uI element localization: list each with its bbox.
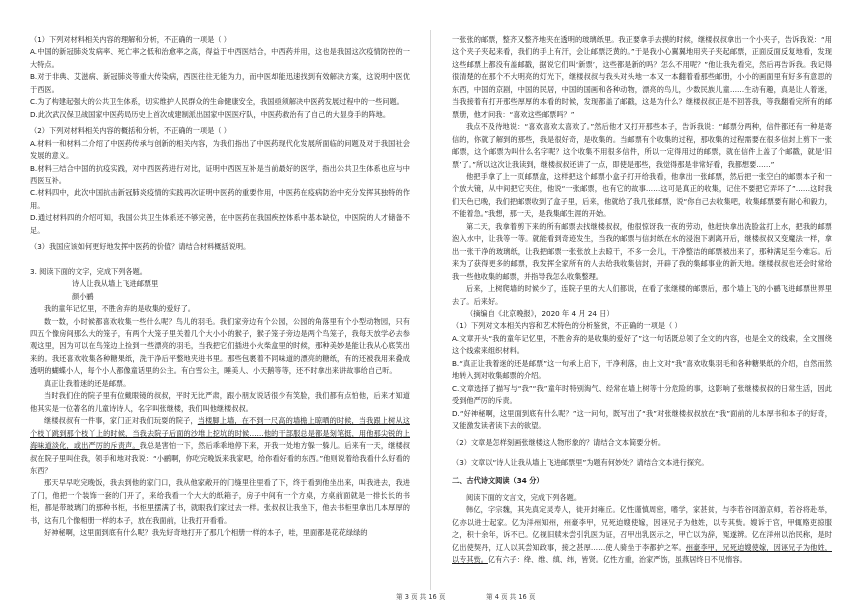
essay-text: 继楼叔叔有一件事，家门正对我们玩耍的院子， bbox=[44, 416, 198, 426]
right-column bbox=[452, 34, 832, 586]
r-q1-stem: （1）下列对文本相关内容和艺术特色的分析鉴赏，不正确的一项是（ ） bbox=[452, 321, 682, 331]
essay-paragraph bbox=[30, 415, 410, 477]
section3-heading: 3. 阅读下面的文字，完成下列各题。 bbox=[30, 266, 147, 276]
classic-text: 韩亿，字宗魏，其先真定灵寿人，徙开封雍丘。亿性谨慎周密，嗜学，家甚贫，与李若谷同游京师，若谷将赴举，亿亦以进士起家。亿为洋州知州，州豪李甲，兄死迫嫂使嫁，因诬兄子为他姓，以专其赀。嫂诉于官，甲辄赂吏掠服之，积十余年，诉不已。亿视旧牍未尝引乳医为证，召甲出乳医示之，甲亡以为辞，冤遂辨。亿在洋州以治民称，是时亿出使契丹，辽人以其尝知政事，接之甚厚……使人骑坐于李都护之军。 bbox=[452, 505, 832, 552]
q2-stem: （2）下列对材料相关内容的概括和分析，不正确的一项是（ ） bbox=[30, 126, 231, 136]
essay-text: 我总是害怕一下，然后乖乖地停下来，开我一处地方躲一躲儿。后来有一天，继楼叔叔在院子里叫住我，领手和地对我说：“小鹂啊，你吃完晚饭来我家吧，给你看好看的东西。”他则说着给我看什么好看的东西？ bbox=[30, 441, 410, 475]
essay-paragraph: 数一数，小时候都喜欢收集一些什么呢？鸟儿的羽毛。我们家旁边有个公园，公园的角落里有个小型动物园，只有四五个像房间那么大的笼子，有两个大笼子里关着几个大小小的猴子，猴子笼子旁边是两个鸟笼子，我每天放学必去参观这里，因为可以在鸟笼边上捡到一些漂亮的羽毛，当我把它们插进小火柴盒里的时候，那种美妙是能让我从心底笑出来的。我还喜欢收集各种糖果纸，洗干净后平整地夹进书里。那些包裹着不同味道的漂亮的糖纸，有的还被我用来叠成透明的蝴蝶小人，每个小人都像童话里的公主。有白雪公主，睡美人、小天鹅等等，还不时拿出来讲故事给自己听。 bbox=[30, 316, 410, 376]
page-divider bbox=[430, 30, 431, 590]
essay-paragraph: 他把手拿了上一页邮票盒，这样把这个邮票小盒子打开给我看，他拿出一张邮票，然后把一张空白的邮票本子和一个放大镜，从中间把它夹住，他说“一张邮票，也有它的故事……这可是真正的收集，记住不要把它弄坏了”……这时我们天色已晚，我们把邮票收到了盒子里，后来，他就给了我几张邮票，说“你自己去收集吧，收集邮票要有耐心和毅力，不能着急。”我想，那一天，是我集邮生涯的开始。 bbox=[452, 171, 832, 219]
essay-paragraph: 真正让我着迷的还是邮票。 bbox=[44, 378, 131, 388]
classic-underlined: 州豪李甲，兄死迫嫂使嫁，因诬兄子为他姓，以专其赀。 bbox=[452, 542, 832, 565]
source-note: （摘编自《北京晚报》，2020 年 4 月 24 日） bbox=[466, 308, 614, 318]
page-number-right: 第 4 页 共 16 页 bbox=[486, 593, 536, 601]
r-q3-stem: （3）文章以“诗人让我从墙上飞进邮票里”为题有何妙处？请结合文本进行探究。 bbox=[452, 457, 709, 467]
essay-paragraph: 好神秘啊，这里面到底有什么呢？我先好奇地打开了那几个相册一样的本子，哇，里面都是花花绿绿的 bbox=[44, 528, 368, 538]
r-q2-stem: （2）文章是怎样刻画张继楼这人物形象的？请结合文本简要分析。 bbox=[452, 437, 666, 447]
essay-paragraph: 一张张的邮票，整齐又整齐地夹在透明的玻璃纸里。我正要拿手去摸的时候，继楼叔叔拿出一个小夹子，告诉我说：“用这个夹子夹起来看，我们的手上有汗，会让邮票泛黄的。”于是我小心翼翼地用夹子夹起邮票，正面反面反复地看，发现这些邮票上都没有盖邮戳，据说它们叫‘新票’，这些都是新的吗？怎么不用呢？”他让我先看完，然后再告诉我。我记得很清楚的在那个不大明亮的灯光下，继楼叔叔与我头对头地一本又一本翻着看那些邮册，小小的画面里有好多有意思的东西，中国的京剧，中国的民居，中国的国画和各种动物，漂亮的鸟儿，少数民族儿童……生动有趣，真是让人着迷，当我接着有打开那些厚厚的本看的时候，发现都盖了邮戳，这是为什么？继楼叔叔正是不回答我，等我翻看完所有的邮票册，他才问我：“喜欢这些邮票吗？” bbox=[452, 35, 832, 119]
r-q1-option-c: C.文章选择了描写与“我”“我”童年时特别淘气、经常在墙上树等十分危险的事，这影响了张继楼叔叔的日常生活，因此受到他严厉的斥责。 bbox=[452, 383, 832, 406]
r-q1-option-a: A.文章开头“我的童年记忆里，不胜舍弃的是收集的爱好了”这一句话既总领了全文的内容，也是全文的线索，全文围绕这个线索来组织材料。 bbox=[452, 333, 832, 356]
essay-paragraph: 第二天，我拿着剪下来的所有邮票去找继楼叔叔，他很惊讶我一夜的劳动，他赶快拿出洗脸盆打上水，把我的邮票泡入水中，让我等一等。就能看到奇迹发生，当我的邮票与信封纸在水的浸泡下剥离开后，继楼叔叔又变魔法一样，拿出一张干净的玻璃纸，让我把邮票一张张放上去晾干，不多一会儿，干净整洁的邮票被出来了，那种满足至今难忘。后来为了获得更多的邮票，我发挥全家所有的人去给我收集信封，开辟了我的集邮事业的新天地。继楼叔叔也还会时常给我一些他收集的邮票，并指导我怎么收集整理。 bbox=[452, 221, 832, 281]
q2-option-d: D.通过材料四的介绍可知，我国公共卫生体系还不够完善，在中医药在我国疾控体系中基本缺位，中医院的人才储备不足。 bbox=[30, 213, 410, 235]
q1-stem: （1）下列对材料相关内容的理解和分析，不正确的一项是（ ） bbox=[30, 35, 231, 44]
r-q1-option-b: B.“真正让我着迷的还是邮票”这一句承上启下，干净利落，由上文对“我”喜欢收集羽毛和各种糖果纸的介绍，自然而然地转入到对收集邮票的介绍。 bbox=[452, 358, 832, 381]
q1-option-b: B.对于非典、艾滋病、新冠肺炎等重大传染病，西医往往无能为力，而中医却能迅速找到有效解决方案，这说明中医优于西医。 bbox=[30, 72, 410, 94]
q1-option-c: C.为了构建起强大的公共卫生体系，切实维护人民群众的生命健康安全，我国亟须解决中医药发展过程中的一些问题。 bbox=[30, 97, 404, 107]
essay-paragraph: 我点不及待地说：“喜欢喜欢太喜欢了。”然后他才又打开那些本子，告诉我说：“邮票分两种，信件都还有一种是寄信的，你就了解到的那些，我是很好奇，是收集的。当邮票有个收集的过程，那收集的过程需要在很多信封上剪下一张邮票，这个邮票为叫什么名字呢？这个收集不用很多信件，所以一定得用过的邮票，就在信件上盖了个邮戳，就是‘旧票’了。”所以这次让我读到，继楼叔叔还讲了一点，即使是那些，我觉得那是非常好看，我都想要……” bbox=[452, 122, 832, 169]
essay-title: 诗人让我从墙上飞进邮票里 bbox=[72, 279, 159, 289]
essay-author: 颜小鹂 bbox=[72, 291, 94, 301]
q2-option-b: B.材料三结合中国的抗疫实践，对中西医药进行对比，证明中西医互补是当前最好的医学，指出公共卫生体系也应与中西医互补。 bbox=[30, 163, 410, 185]
q2-option-c: C.材料四中，此次中国抗击新冠肺炎疫情的实践再次证明中医药的重要作用，中医药在疫病防治中充分发挥其独特的作用。 bbox=[30, 188, 410, 210]
q1-option-a: A.中国的新冠肺炎发病率、死亡率之低和治愈率之高，得益于中西医结合，中西药并用，这也是我国这次疫情防控的一大特点。 bbox=[30, 47, 410, 69]
q2-option-a: A.材料一和材料二介绍了中医药传承与创新的相关内容，为我们指出了中医药现代化发展所面临的问题及对于我国社会发展的意义。 bbox=[30, 138, 410, 161]
classic-intro: 阅读下面的文言文，完成下列各题。 bbox=[466, 492, 582, 502]
underlined-passage: 当楼脚上墙，在不到一尺高的墙檐上晾晒的时候，当我跟上树从这个枝丫跳到那个枝丫上的时候，当我去院子后面的沙堆上挖坑的时候……他的干部服总是都是刻笔挺，用他那尖锐的上海味道淡化，或出严厉的斥责声。 bbox=[30, 416, 410, 451]
page-number-left: 第 3 页 共 16 页 bbox=[396, 593, 446, 601]
classic-text: 亿有六子：绛、维、缜、纬，皆贤。亿性方重，治家严饬，虽燕居终日不见惰容。 bbox=[487, 555, 747, 565]
section2-heading: 二、古代诗文阅读（34 分） bbox=[452, 476, 544, 486]
essay-paragraph: 那天早早吃完晚饭，我去到他的家门口，我从他家敞开的门缝里往里看了下，终于看到他坐出来，叫我进去，我进了门，他把一个装饰一套的门开了，来给我看一个大大的纸箱子，房子中间有一个方桌，方桌前面就是一排长长的书柜，都是带玻璃门的那种书柜，书柜里摆满了书，就眼我们家过去一样。张叔叔让我坐下，他去书柜里拿出几本厚厚的书，这有几个像相册一样的本子，放在我面前，让我打开看看。 bbox=[30, 478, 410, 525]
q1-option-d: D.此次武汉保卫战国家中医药局历史上首次成建制派出国家中医医疗队，中医药救治有了自己的大显身手的阵地。 bbox=[30, 109, 391, 119]
essay-paragraph: 当时我们住的院子里有位戴眼镜的叔叔，平时无比严肃，跟小朋友说话很少有笑脸，我们都有点怕他，后来才知道他其实是一位著名的儿童诗诗人，名字叫张继楼，我们叫他继楼叔叔。 bbox=[30, 391, 410, 413]
q3-stem: （3）我国应该如何更好地发挥中医药的价值？请结合材料概括说明。 bbox=[30, 242, 251, 252]
essay-paragraph: 后来，上树爬墙的时候少了，连院子里的大人们都说，在看了张继楼的邮票后，那个墙上飞的小鹂飞进邮票世界里去了。后来好。 bbox=[452, 284, 832, 306]
r-q1-option-d: D.“好神秘啊，这里面到底有什么呢？”这一问句，既写出了“我”对张继楼叔叔放在“我”面前的儿本厚书和本子的好奇，又能激发读者读下去的欲望。 bbox=[452, 408, 832, 431]
left-column bbox=[30, 34, 410, 586]
essay-paragraph: 我的童年记忆里，不胜舍弃的是收集的爱好了。 bbox=[44, 304, 195, 314]
classic-paragraph bbox=[452, 504, 832, 566]
